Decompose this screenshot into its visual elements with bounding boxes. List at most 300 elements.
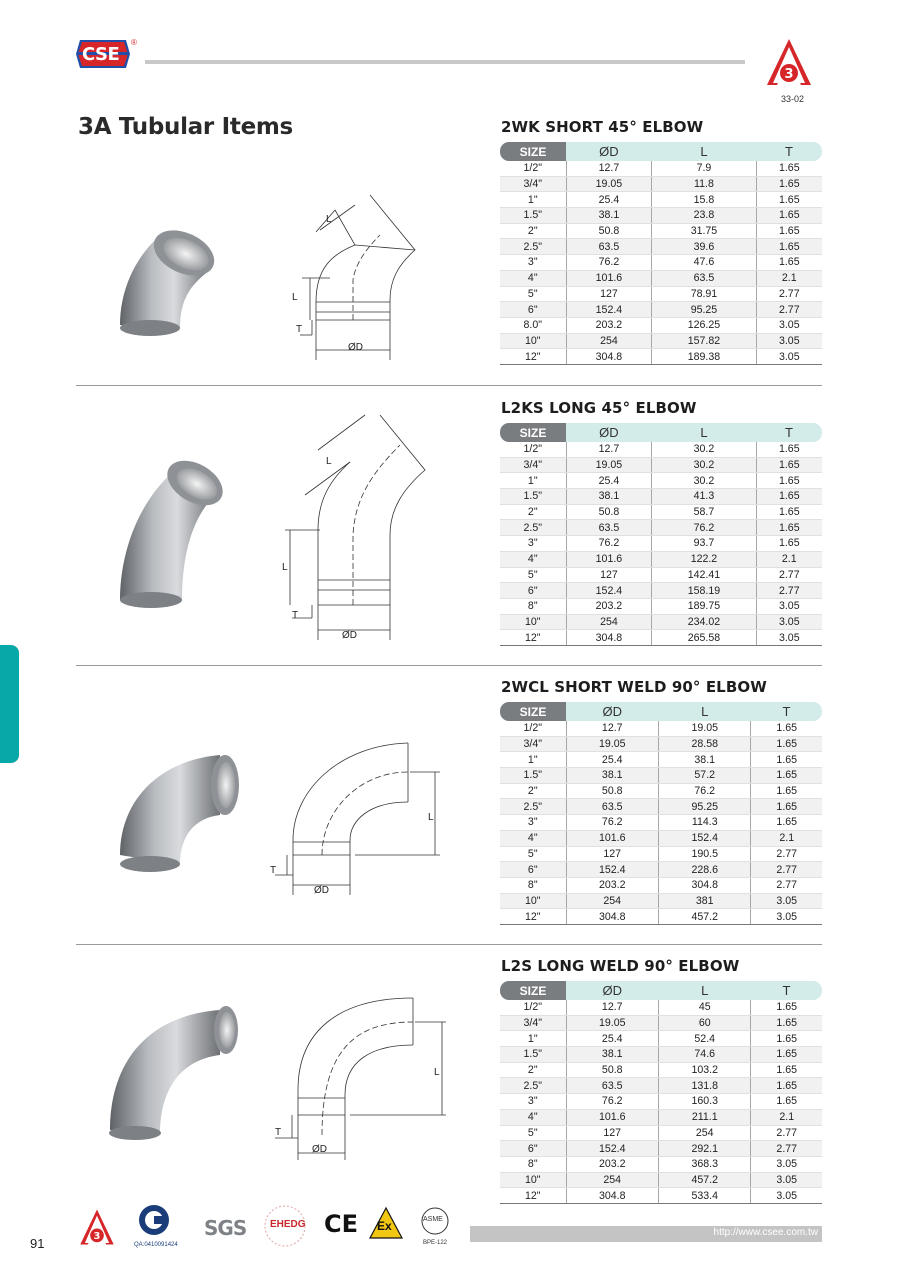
spec-table-l2ks [500, 423, 822, 646]
cell-l: 76.2 [658, 783, 750, 799]
table-row [500, 192, 822, 208]
gost-r-cert-logo [136, 1204, 176, 1243]
3a-mark-text: 3 [784, 67, 794, 82]
header-rule [145, 60, 745, 64]
cell-od: 19.05 [566, 736, 658, 752]
table-row [500, 255, 822, 271]
cell-size: 1.5" [500, 489, 566, 505]
col-size-header: SIZE [500, 702, 566, 721]
spec-table-2wcl [500, 702, 822, 925]
cell-t: 3.05 [751, 909, 822, 925]
cell-size: 3" [500, 1094, 566, 1110]
col-od-header: ØD [566, 702, 658, 721]
cell-t: 1.65 [756, 520, 822, 536]
cell-t: 1.65 [756, 473, 822, 489]
cell-t: 2.77 [751, 846, 822, 862]
website-link[interactable]: http://www.csee.com.tw [713, 1227, 818, 1238]
cell-l: 30.2 [652, 442, 756, 457]
cell-od: 50.8 [566, 783, 658, 799]
cell-l: 60 [658, 1015, 750, 1031]
cell-size: 2" [500, 1062, 566, 1078]
table-row [500, 1094, 822, 1110]
cell-t: 3.05 [756, 614, 822, 630]
cell-size: 2.5" [500, 520, 566, 536]
cell-size: 4" [500, 551, 566, 567]
cell-size: 8.0" [500, 317, 566, 333]
table-row [500, 1172, 822, 1188]
3a-cert-code: 33-02 [781, 94, 805, 104]
cell-size: 3" [500, 815, 566, 831]
cell-l: 58.7 [652, 504, 756, 520]
cell-od: 203.2 [566, 598, 652, 614]
section-title-l2s: L2S LONG WELD 90° ELBOW [501, 957, 740, 975]
table-row [500, 536, 822, 552]
cell-od: 38.1 [566, 1047, 658, 1063]
dim-label-od: ØD [342, 630, 357, 641]
cell-od: 12.7 [566, 1000, 658, 1015]
cell-l: 28.58 [658, 736, 750, 752]
cell-size: 12" [500, 909, 566, 925]
table-row [500, 1078, 822, 1094]
table-row [500, 1031, 822, 1047]
table-row [500, 1141, 822, 1157]
cell-size: 1" [500, 1031, 566, 1047]
cell-t: 1.65 [756, 239, 822, 255]
cell-l: 63.5 [652, 270, 756, 286]
3a-footer-mark-text: 3 [93, 1231, 101, 1243]
table-row [500, 1000, 822, 1015]
cell-size: 10" [500, 614, 566, 630]
cell-l: 533.4 [658, 1188, 750, 1204]
sgs-logo: SGS [204, 1216, 247, 1240]
col-od-header: ØD [566, 981, 658, 1000]
cell-size: 2" [500, 223, 566, 239]
cell-l: 30.2 [652, 457, 756, 473]
cell-l: 457.2 [658, 909, 750, 925]
table-row [500, 630, 822, 646]
cell-od: 127 [566, 567, 652, 583]
cell-t: 1.65 [756, 457, 822, 473]
col-size-header: SIZE [500, 981, 566, 1000]
table-row [500, 504, 822, 520]
table-row [500, 1109, 822, 1125]
cell-od: 76.2 [566, 815, 658, 831]
registered-mark: ® [131, 38, 137, 47]
table-row [500, 473, 822, 489]
cell-l: 292.1 [658, 1141, 750, 1157]
cell-size: 1/2" [500, 1000, 566, 1015]
cell-l: 57.2 [658, 768, 750, 784]
dim-label-t: T [275, 1127, 282, 1138]
cell-od: 203.2 [566, 317, 652, 333]
cell-l: 7.9 [652, 161, 756, 176]
cell-size: 3" [500, 536, 566, 552]
page-number: 91 [30, 1236, 45, 1251]
cell-t: 3.05 [751, 1172, 822, 1188]
cell-size: 6" [500, 302, 566, 318]
cell-l: 228.6 [658, 862, 750, 878]
cell-od: 127 [566, 1125, 658, 1141]
cell-od: 12.7 [566, 721, 658, 736]
cell-size: 6" [500, 583, 566, 599]
cell-t: 3.05 [751, 1156, 822, 1172]
cell-size: 10" [500, 1172, 566, 1188]
cell-size: 4" [500, 830, 566, 846]
cell-od: 25.4 [566, 473, 652, 489]
col-size-header: SIZE [500, 142, 566, 161]
cell-l: 160.3 [658, 1094, 750, 1110]
cell-l: 45 [658, 1000, 750, 1015]
table-row [500, 768, 822, 784]
cell-t: 2.77 [756, 302, 822, 318]
cell-od: 76.2 [566, 536, 652, 552]
cell-l: 457.2 [658, 1172, 750, 1188]
col-l-header: L [658, 702, 750, 721]
dim-label-t: T [292, 610, 299, 621]
table-row [500, 239, 822, 255]
cell-od: 25.4 [566, 1031, 658, 1047]
table-row [500, 783, 822, 799]
cell-od: 101.6 [566, 551, 652, 567]
section-title-l2ks: L2KS LONG 45° ELBOW [501, 399, 697, 417]
table-row [500, 270, 822, 286]
cell-l: 368.3 [658, 1156, 750, 1172]
gost-code: QA:0410091424 [134, 1242, 178, 1248]
cell-od: 152.4 [566, 302, 652, 318]
cell-od: 50.8 [566, 504, 652, 520]
table-row [500, 877, 822, 893]
cell-t: 3.05 [756, 630, 822, 646]
table-row [500, 862, 822, 878]
cell-od: 63.5 [566, 799, 658, 815]
cell-t: 1.65 [756, 255, 822, 271]
ce-mark: CE [324, 1210, 359, 1238]
table-row [500, 317, 822, 333]
table-row [500, 442, 822, 457]
product-photo-l2ks [120, 452, 230, 608]
cell-l: 38.1 [658, 752, 750, 768]
col-od-header: ØD [566, 423, 652, 442]
table-row [500, 721, 822, 736]
cell-l: 126.25 [652, 317, 756, 333]
cell-od: 101.6 [566, 270, 652, 286]
cell-od: 304.8 [566, 630, 652, 646]
cell-t: 1.65 [751, 1047, 822, 1063]
cell-size: 1" [500, 752, 566, 768]
table-row [500, 489, 822, 505]
cell-size: 1.5" [500, 768, 566, 784]
cell-t: 1.65 [751, 815, 822, 831]
table-row [500, 161, 822, 176]
cell-t: 1.65 [751, 1094, 822, 1110]
cell-size: 1/2" [500, 721, 566, 736]
dim-label-od: ØD [312, 1144, 327, 1155]
cell-l: 74.6 [658, 1047, 750, 1063]
cell-t: 3.05 [751, 1188, 822, 1204]
cell-t: 1.65 [756, 223, 822, 239]
cell-t: 2.77 [751, 877, 822, 893]
cell-l: 254 [658, 1125, 750, 1141]
cell-t: 2.77 [756, 583, 822, 599]
cell-l: 157.82 [652, 333, 756, 349]
cell-t: 1.65 [751, 1078, 822, 1094]
table-row [500, 1047, 822, 1063]
table-row [500, 583, 822, 599]
cell-l: 381 [658, 893, 750, 909]
table-row [500, 208, 822, 224]
cell-od: 19.05 [566, 1015, 658, 1031]
cell-t: 2.1 [751, 830, 822, 846]
dim-label-l: L [434, 1067, 440, 1078]
cell-od: 254 [566, 1172, 658, 1188]
cell-t: 1.65 [751, 1000, 822, 1015]
cell-t: 1.65 [751, 736, 822, 752]
cell-l: 95.25 [658, 799, 750, 815]
cell-t: 1.65 [751, 1062, 822, 1078]
cell-size: 4" [500, 270, 566, 286]
table-row [500, 614, 822, 630]
cell-t: 1.65 [751, 752, 822, 768]
cell-l: 15.8 [652, 192, 756, 208]
cell-od: 304.8 [566, 349, 652, 365]
cell-l: 190.5 [658, 846, 750, 862]
cell-t: 1.65 [756, 536, 822, 552]
col-l-header: L [652, 423, 756, 442]
cell-size: 10" [500, 893, 566, 909]
cell-size: 5" [500, 846, 566, 862]
product-photo-l2s [109, 1006, 238, 1140]
cell-t: 1.65 [756, 161, 822, 176]
cell-l: 41.3 [652, 489, 756, 505]
atex-text: Ex [377, 1219, 392, 1233]
cell-size: 1" [500, 192, 566, 208]
table-row [500, 223, 822, 239]
cell-od: 304.8 [566, 1188, 658, 1204]
table-row [500, 1015, 822, 1031]
col-size-header: SIZE [500, 423, 566, 442]
cell-t: 1.65 [751, 721, 822, 736]
cell-od: 12.7 [566, 161, 652, 176]
asme-bpe-logo [420, 1206, 450, 1243]
cell-t: 1.65 [751, 1031, 822, 1047]
table-row [500, 893, 822, 909]
table-row [500, 551, 822, 567]
cell-l: 234.02 [652, 614, 756, 630]
cell-od: 38.1 [566, 208, 652, 224]
cell-t: 2.1 [751, 1109, 822, 1125]
col-l-header: L [652, 142, 756, 161]
col-t-header: T [751, 981, 822, 1000]
dim-label-t: T [270, 865, 277, 876]
cell-l: 304.8 [658, 877, 750, 893]
cell-od: 304.8 [566, 909, 658, 925]
table-row [500, 752, 822, 768]
cell-l: 103.2 [658, 1062, 750, 1078]
cell-t: 1.65 [756, 489, 822, 505]
product-illustrations [80, 150, 500, 1220]
cell-t: 1.65 [751, 783, 822, 799]
cell-od: 25.4 [566, 192, 652, 208]
cell-size: 2.5" [500, 1078, 566, 1094]
cell-l: 131.8 [658, 1078, 750, 1094]
cell-size: 8" [500, 1156, 566, 1172]
cell-t: 2.77 [751, 862, 822, 878]
table-row [500, 799, 822, 815]
cell-size: 12" [500, 349, 566, 365]
cell-l: 95.25 [652, 302, 756, 318]
cell-od: 76.2 [566, 1094, 658, 1110]
table-row [500, 815, 822, 831]
cell-t: 2.77 [756, 286, 822, 302]
table-row [500, 1062, 822, 1078]
table-row [500, 176, 822, 192]
bpe-code: BPE-122 [423, 1240, 448, 1246]
col-l-header: L [658, 981, 750, 1000]
cell-l: 47.6 [652, 255, 756, 271]
table-row [500, 520, 822, 536]
table-row [500, 736, 822, 752]
cell-od: 152.4 [566, 862, 658, 878]
cell-od: 19.05 [566, 176, 652, 192]
col-od-header: ØD [566, 142, 652, 161]
cell-t: 1.65 [751, 1015, 822, 1031]
cell-t: 3.05 [756, 598, 822, 614]
cell-size: 3/4" [500, 1015, 566, 1031]
asme-text: ASME [423, 1216, 443, 1223]
cell-od: 63.5 [566, 1078, 658, 1094]
dim-label-l: L [326, 214, 332, 225]
page-title: 3A Tubular Items [78, 114, 293, 140]
atex-ex-logo [368, 1206, 404, 1245]
cse-logo [74, 34, 132, 74]
cell-t: 3.05 [751, 893, 822, 909]
cell-size: 5" [500, 1125, 566, 1141]
col-t-header: T [756, 142, 822, 161]
cell-od: 50.8 [566, 223, 652, 239]
dim-label-od: ØD [314, 885, 329, 896]
cell-l: 211.1 [658, 1109, 750, 1125]
spec-table-l2s [500, 981, 822, 1204]
cell-od: 19.05 [566, 457, 652, 473]
cell-size: 3" [500, 255, 566, 271]
col-t-header: T [751, 702, 822, 721]
cell-od: 254 [566, 893, 658, 909]
cell-size: 4" [500, 1109, 566, 1125]
cell-size: 3/4" [500, 457, 566, 473]
cell-od: 38.1 [566, 489, 652, 505]
table-row [500, 1188, 822, 1204]
ehedg-text: EHEDG [270, 1219, 306, 1230]
spec-table-2wk [500, 142, 822, 365]
cell-t: 1.65 [756, 208, 822, 224]
cell-od: 101.6 [566, 1109, 658, 1125]
dim-label-od: ØD [348, 342, 363, 353]
cell-t: 1.65 [751, 799, 822, 815]
cell-t: 1.65 [756, 504, 822, 520]
cell-l: 122.2 [652, 551, 756, 567]
cell-size: 6" [500, 862, 566, 878]
cell-l: 78.91 [652, 286, 756, 302]
cell-size: 8" [500, 877, 566, 893]
cell-od: 152.4 [566, 1141, 658, 1157]
cell-od: 127 [566, 286, 652, 302]
cell-size: 2.5" [500, 799, 566, 815]
cell-l: 30.2 [652, 473, 756, 489]
cell-t: 3.05 [756, 333, 822, 349]
cell-od: 101.6 [566, 830, 658, 846]
cell-size: 1.5" [500, 208, 566, 224]
table-row [500, 830, 822, 846]
dim-label-l: L [428, 812, 434, 823]
technical-drawing-l2s [275, 998, 446, 1160]
cell-size: 3/4" [500, 176, 566, 192]
cell-t: 1.65 [751, 768, 822, 784]
section-title-2wcl: 2WCL SHORT WELD 90° ELBOW [501, 678, 767, 696]
cell-od: 38.1 [566, 768, 658, 784]
dim-label-l: L [326, 456, 332, 467]
table-row [500, 1125, 822, 1141]
dim-label-l: L [282, 562, 288, 573]
cell-t: 1.65 [756, 176, 822, 192]
3a-sanitary-logo [765, 37, 813, 87]
cell-t: 2.77 [751, 1141, 822, 1157]
section-side-tab [0, 645, 19, 763]
cell-l: 114.3 [658, 815, 750, 831]
cell-size: 5" [500, 567, 566, 583]
cell-l: 93.7 [652, 536, 756, 552]
table-row [500, 286, 822, 302]
cell-size: 2.5" [500, 239, 566, 255]
table-row [500, 302, 822, 318]
cell-od: 63.5 [566, 239, 652, 255]
cell-size: 6" [500, 1141, 566, 1157]
product-photo-2wcl [120, 755, 239, 872]
cell-size: 5" [500, 286, 566, 302]
cell-od: 152.4 [566, 583, 652, 599]
cell-l: 19.05 [658, 721, 750, 736]
technical-drawing-2wcl [275, 743, 440, 895]
cell-l: 23.8 [652, 208, 756, 224]
cell-t: 2.77 [751, 1125, 822, 1141]
table-row [500, 909, 822, 925]
cell-size: 2" [500, 783, 566, 799]
dim-label-l: L [292, 292, 298, 303]
cell-l: 39.6 [652, 239, 756, 255]
table-row [500, 598, 822, 614]
cell-size: 1.5" [500, 1047, 566, 1063]
table-row [500, 457, 822, 473]
table-row [500, 333, 822, 349]
cell-t: 2.77 [756, 567, 822, 583]
cell-size: 2" [500, 504, 566, 520]
product-photo-2wk [120, 221, 221, 336]
cell-od: 12.7 [566, 442, 652, 457]
3a-footer-logo [78, 1208, 116, 1251]
cell-od: 203.2 [566, 877, 658, 893]
cell-size: 12" [500, 1188, 566, 1204]
cell-l: 142.41 [652, 567, 756, 583]
cell-od: 254 [566, 614, 652, 630]
cell-od: 127 [566, 846, 658, 862]
table-row [500, 846, 822, 862]
cell-l: 52.4 [658, 1031, 750, 1047]
cell-od: 50.8 [566, 1062, 658, 1078]
cell-size: 1/2" [500, 161, 566, 176]
table-row [500, 1156, 822, 1172]
dim-label-t: T [296, 324, 303, 335]
cell-size: 1" [500, 473, 566, 489]
ehedg-logo [262, 1204, 308, 1253]
